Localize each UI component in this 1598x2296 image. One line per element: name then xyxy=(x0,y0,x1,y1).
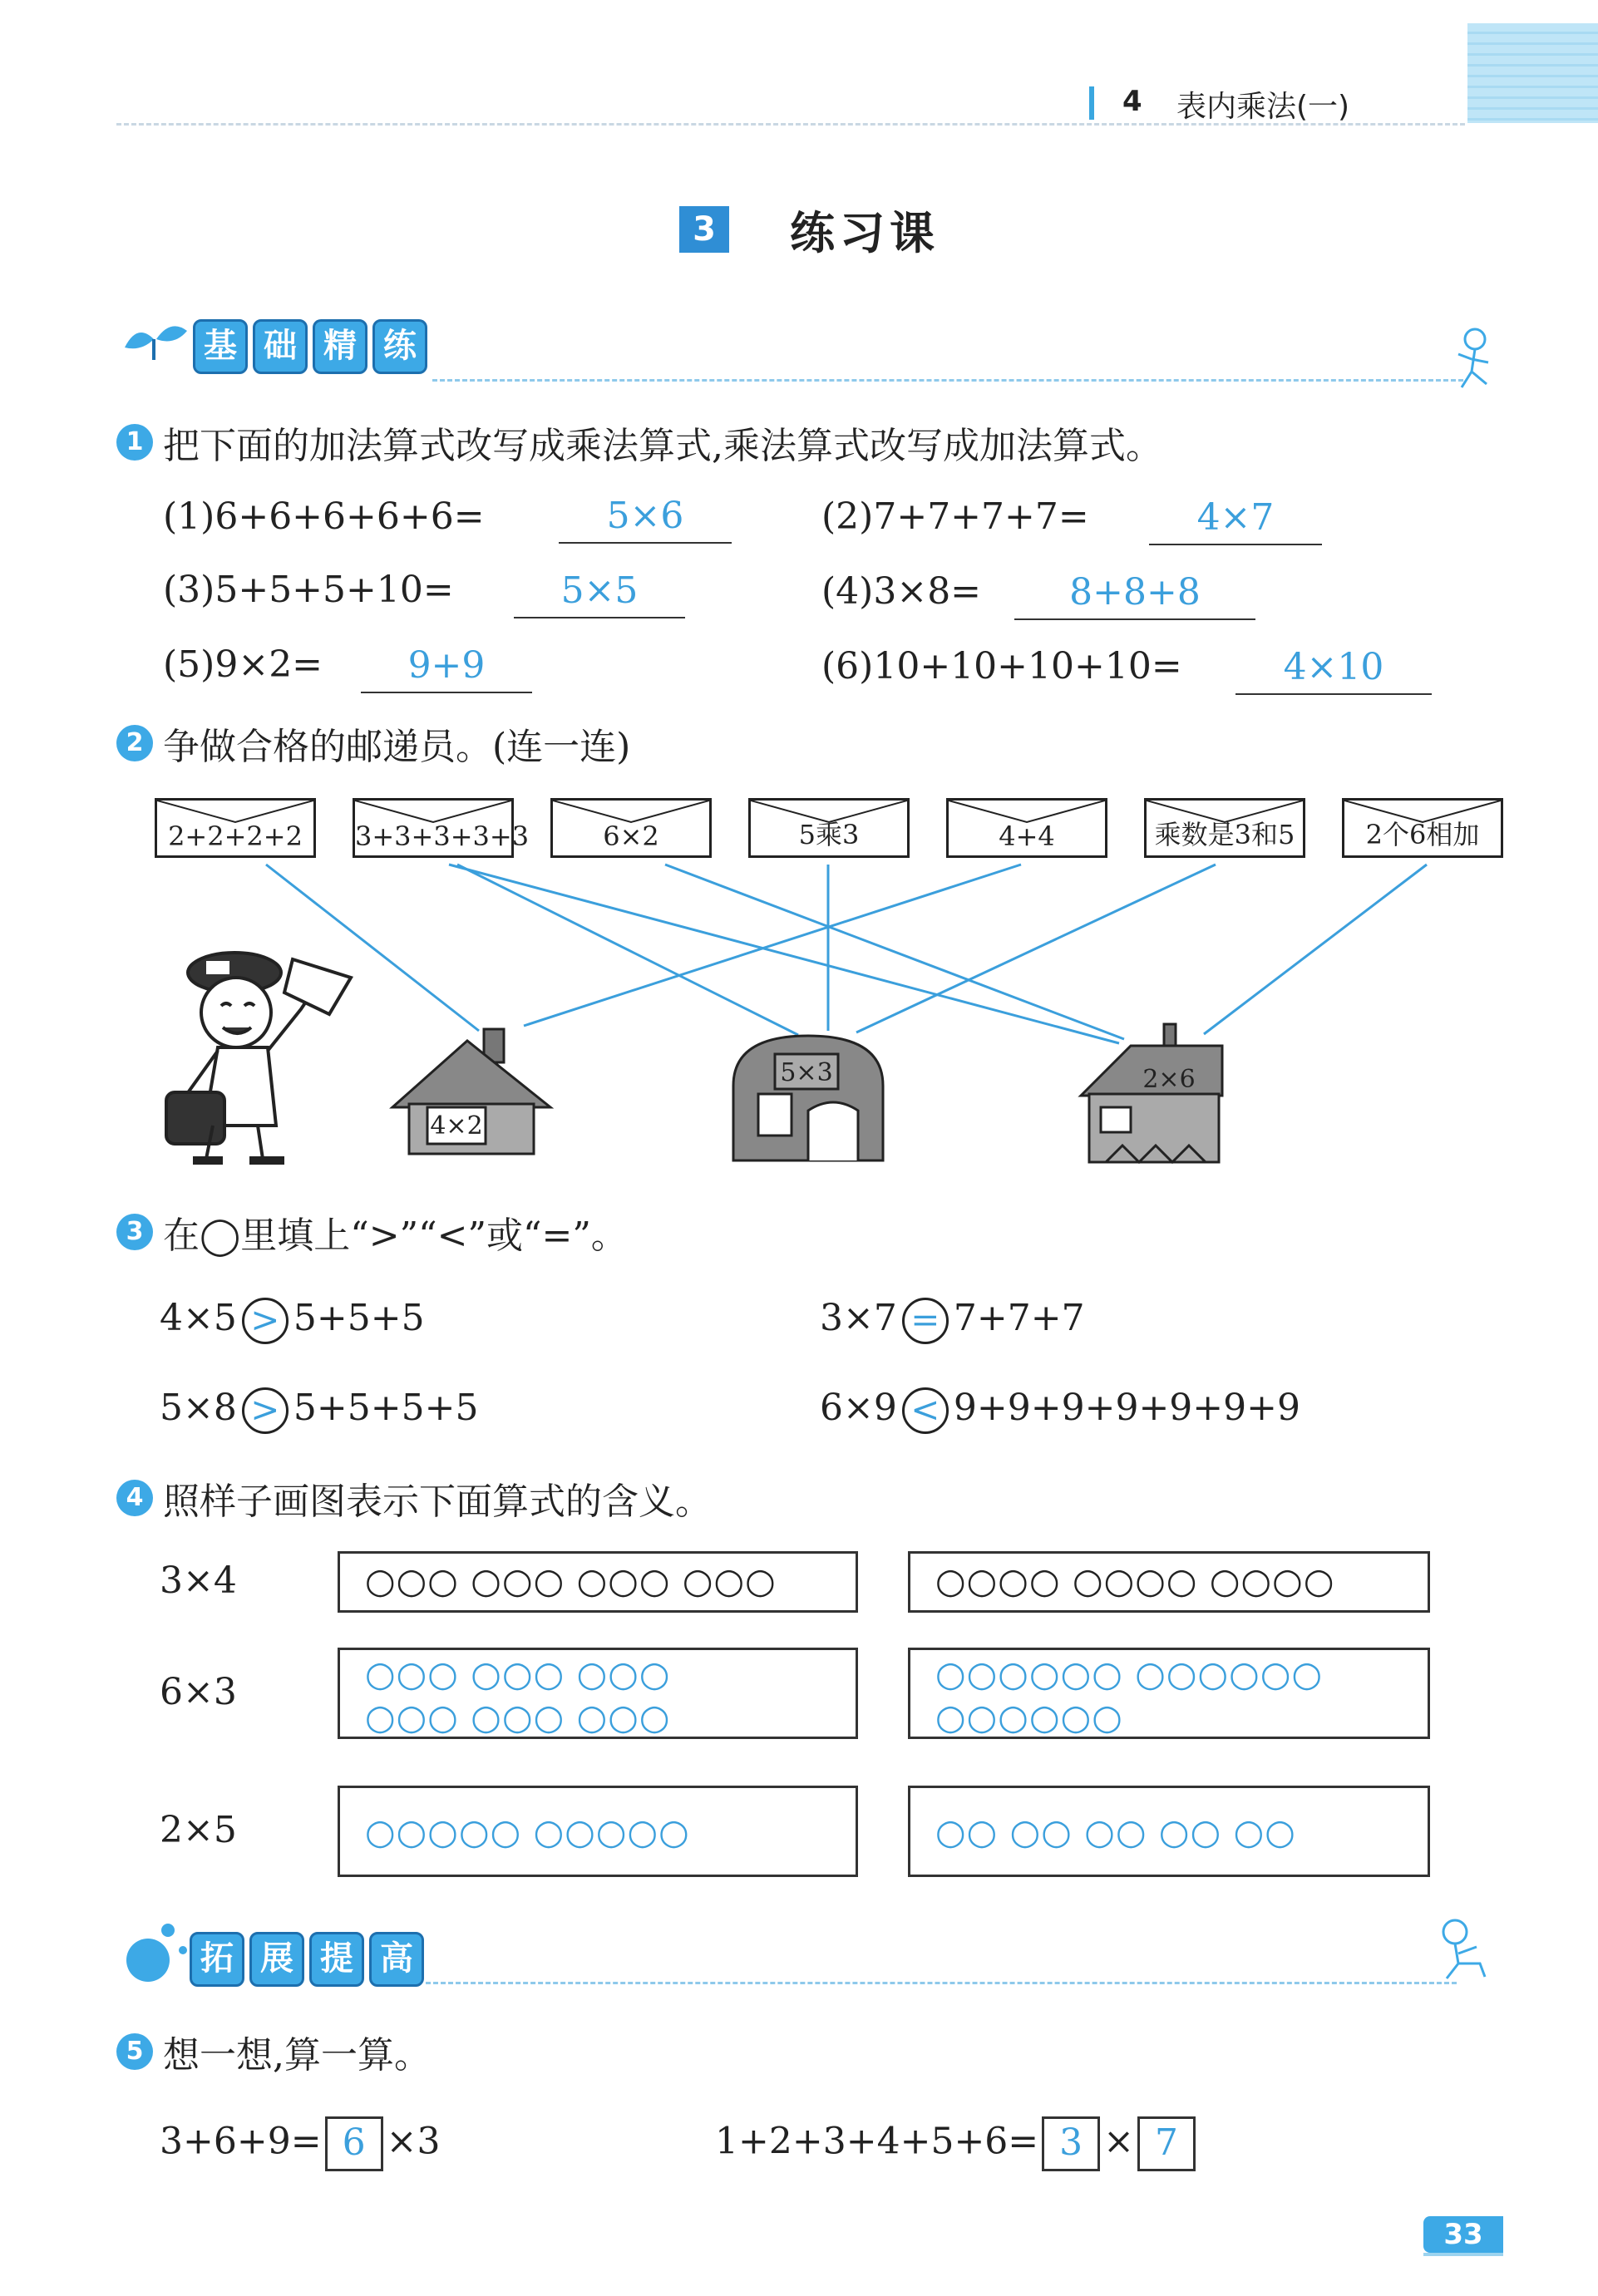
compare-right: 5+5+5+5 xyxy=(293,1387,479,1429)
bubbles-icon xyxy=(116,1920,191,1987)
compare-right: 9+9+9+9+9+9+9 xyxy=(953,1387,1301,1429)
circle-group: ○○○ ○○○ ○○○ ○○○ xyxy=(365,1560,777,1601)
chapter-number: 4 xyxy=(1122,85,1142,118)
equation-left xyxy=(160,2116,440,2171)
circle-group: ○○○○○○ xyxy=(935,1697,1123,1737)
question-number: 2 xyxy=(116,725,153,761)
expression-label: 2×5 xyxy=(160,1809,237,1851)
compare-circle[interactable]: > xyxy=(242,1387,289,1434)
expression-label: 6×3 xyxy=(160,1671,237,1713)
envelope-label: 5乘3 xyxy=(798,819,860,850)
expression: (5)9×2= xyxy=(163,643,323,686)
compare-item xyxy=(160,1297,425,1344)
banner-char: 高 xyxy=(369,1932,424,1987)
answer-blank[interactable]: 5×5 xyxy=(514,567,685,618)
banner-char: 精 xyxy=(313,319,367,374)
fill-box[interactable]: 7 xyxy=(1137,2116,1196,2171)
drawing-box[interactable] xyxy=(338,1786,858,1877)
house-2[interactable] xyxy=(725,1027,891,1169)
section-divider xyxy=(426,1982,1457,1984)
answer-blank[interactable]: 4×10 xyxy=(1235,643,1432,695)
compare-item xyxy=(820,1297,1085,1344)
banner-char: 提 xyxy=(309,1932,364,1987)
expression: (2)7+7+7+7= xyxy=(821,495,1089,538)
compare-circle[interactable]: < xyxy=(902,1387,949,1434)
page-number-underline xyxy=(1423,2253,1503,2256)
banner-char: 练 xyxy=(372,319,427,374)
compare-item xyxy=(160,1387,478,1434)
compare-left: 3×7 xyxy=(820,1297,897,1339)
expression: (3)5+5+5+10= xyxy=(163,569,454,611)
drawing-box[interactable] xyxy=(908,1648,1430,1739)
compare-left: 4×5 xyxy=(160,1297,237,1339)
house-3[interactable] xyxy=(1073,1021,1231,1170)
lesson-number-badge: 3 xyxy=(679,206,729,253)
banner-char: 展 xyxy=(249,1932,304,1987)
circle-group: ○○○○○ ○○○○○ xyxy=(365,1811,690,1852)
drawing-box[interactable] xyxy=(338,1648,858,1739)
drawing-box[interactable] xyxy=(908,1786,1430,1877)
house-1[interactable] xyxy=(384,1024,559,1157)
banner-char: 基 xyxy=(193,319,248,374)
fill-box[interactable]: 6 xyxy=(325,2116,383,2171)
banner-char: 础 xyxy=(253,319,308,374)
circle-group: ○○ ○○ ○○ ○○ ○○ xyxy=(935,1811,1296,1852)
compare-right: 7+7+7 xyxy=(953,1297,1085,1339)
banner-char: 拓 xyxy=(190,1932,244,1987)
question-text: 照样子画图表示下面算式的含义。 xyxy=(163,1481,712,1523)
expression-label: 3×4 xyxy=(160,1559,237,1602)
house-label: 5×3 xyxy=(780,1058,833,1087)
expression: 1+2+3+4+5+6= xyxy=(715,2120,1039,2163)
question-text: 把下面的加法算式改写成乘法算式,乘法算式改写成加法算式。 xyxy=(163,425,1162,467)
envelope-label: 3+3+3+3+3 xyxy=(355,820,530,852)
expression-tail: ×3 xyxy=(386,2120,441,2163)
compare-circle[interactable]: = xyxy=(902,1298,949,1344)
equation-right xyxy=(715,2116,1199,2171)
connection-line xyxy=(1204,865,1427,1034)
circle-group: ○○○○ ○○○○ ○○○○ xyxy=(935,1560,1335,1601)
compare-left: 6×9 xyxy=(820,1387,897,1429)
answer-blank[interactable]: 9+9 xyxy=(361,642,532,693)
drawing-box[interactable] xyxy=(338,1551,858,1613)
connection-line xyxy=(665,865,1124,1039)
expression: (4)3×8= xyxy=(821,570,982,613)
postman-illustration xyxy=(160,934,359,1175)
envelope-label: 2+2+2+2 xyxy=(168,820,303,852)
section-banner-extend xyxy=(190,1932,424,1987)
circle-group: ○○○ ○○○ ○○○ xyxy=(365,1653,671,1694)
house-label: 2×6 xyxy=(1142,1065,1196,1094)
page-number: 33 xyxy=(1423,2216,1503,2253)
sitting-figure-icon xyxy=(1430,1917,1505,1983)
expression: 3+6+9= xyxy=(160,2120,322,2163)
connection-line xyxy=(856,865,1216,1032)
compare-circle[interactable]: > xyxy=(242,1298,289,1344)
expression: (1)6+6+6+6+6= xyxy=(163,495,485,538)
question-number: 3 xyxy=(116,1214,153,1250)
drawing-box[interactable] xyxy=(908,1551,1430,1613)
fill-box[interactable]: 3 xyxy=(1042,2116,1100,2171)
circle-group: ○○○ ○○○ ○○○ xyxy=(365,1697,671,1737)
connection-line xyxy=(457,865,798,1035)
chapter-title: 表内乘法(一) xyxy=(1176,90,1350,124)
envelope-label: 2个6相加 xyxy=(1365,819,1480,850)
circle-group: ○○○○○○ ○○○○○○ xyxy=(935,1653,1324,1694)
envelope-label: 6×2 xyxy=(603,820,659,852)
compare-item xyxy=(820,1387,1300,1434)
question-text: 在◯里填上“>”“<”或“=”。 xyxy=(163,1215,628,1257)
envelope-label: 4+4 xyxy=(999,820,1055,852)
operator: × xyxy=(1103,2120,1135,2163)
lesson-title: 练习课 xyxy=(790,207,940,259)
question-text: 争做合格的邮递员。(连一连) xyxy=(163,726,631,768)
answer-blank[interactable]: 5×6 xyxy=(559,492,732,544)
connection-line xyxy=(524,865,1021,1026)
answer-blank[interactable]: 8+8+8 xyxy=(1014,569,1255,620)
answer-blank[interactable]: 4×7 xyxy=(1149,494,1322,545)
question-number: 4 xyxy=(116,1480,153,1516)
house-label: 4×2 xyxy=(430,1111,483,1141)
question-number: 5 xyxy=(116,2033,153,2070)
compare-left: 5×8 xyxy=(160,1387,237,1429)
question-number: 1 xyxy=(116,424,153,461)
question-text: 想一想,算一算。 xyxy=(163,2034,431,2077)
expression: (6)10+10+10+10= xyxy=(821,645,1182,687)
compare-right: 5+5+5 xyxy=(293,1297,425,1339)
envelope-label: 乘数是3和5 xyxy=(1154,819,1295,850)
